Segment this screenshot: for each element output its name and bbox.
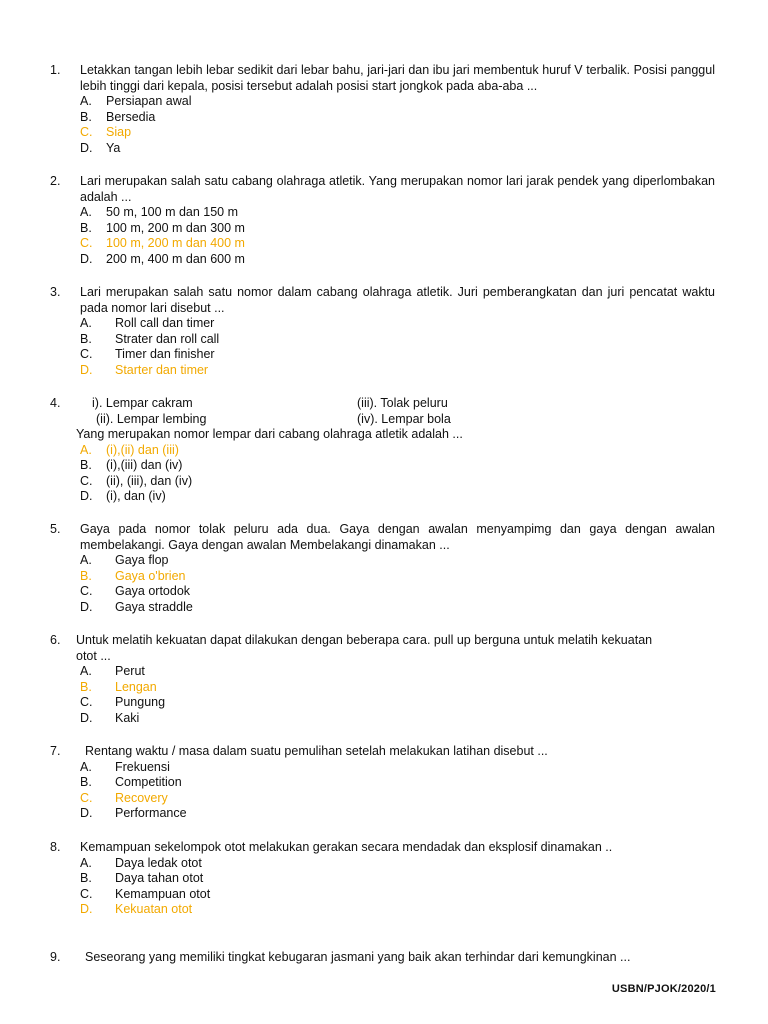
statement-i: i). Lempar cakram <box>92 396 193 410</box>
option-b-correct: B. Lengan <box>80 679 157 694</box>
option-a: A. Daya ledak otot <box>80 855 202 870</box>
option-a: A. Persiapan awal <box>80 94 192 109</box>
option-d: D. Gaya straddle <box>80 599 193 614</box>
option-b: B. Bersedia <box>80 109 156 124</box>
option-a-correct: A. (i),(ii) dan (iii) <box>80 442 179 457</box>
statement-iii: (iii). Tolak peluru <box>357 396 448 410</box>
statement-iv: (iv). Lempar bola <box>357 412 451 426</box>
option-d: D. Kaki <box>80 710 140 725</box>
option-a: A. 50 m, 100 m dan 150 m <box>80 205 239 220</box>
question-stem: Lari merupakan salah satu nomor dalam cabang olahraga atletik. Juri pemberangkatan dan juri pencatat waktu pada nomor lari disebut ... <box>80 285 715 315</box>
option-b: B. (i),(iii) dan (iv) <box>80 458 183 473</box>
option-c: C. Gaya ortodok <box>80 584 191 599</box>
question-number: 8. <box>50 840 61 854</box>
document-code-footer: USBN/PJOK/2020/1 <box>611 983 716 995</box>
question-3 <box>50 285 715 379</box>
options-list <box>80 94 715 156</box>
option-d: D. (i), dan (iv) <box>80 489 166 504</box>
options-list <box>80 664 715 726</box>
question-stem: Untuk melatih kekuatan dapat dilakukan dengan beberapa cara. pull up berguna untuk melatih kekuatan otot ... <box>76 633 653 663</box>
option-b: B. Daya tahan otot <box>80 871 204 886</box>
question-1 <box>50 63 715 157</box>
option-b: B. Strater dan roll call <box>80 331 220 346</box>
options-list <box>80 205 715 267</box>
question-4 <box>50 396 715 505</box>
question-number: 9. <box>50 950 61 964</box>
option-c-correct: C. 100 m, 200 m dan 400 m <box>80 236 245 251</box>
question-stem: Rentang waktu / masa dalam suatu pemulihan setelah melakukan latihan disebut ... <box>85 744 548 758</box>
question-number: 5. <box>50 522 61 536</box>
option-d: D. Performance <box>80 806 187 821</box>
option-a: A. Perut <box>80 664 145 679</box>
options-list <box>80 443 715 505</box>
question-stem: Gaya pada nomor tolak peluru ada dua. Gaya dengan awalan menyampimg dan gaya dengan awalan membelakangi. Gaya dengan awalan Membelakangi dinamakan ... <box>80 522 715 552</box>
question-number: 3. <box>50 285 61 299</box>
question-number: 2. <box>50 174 61 188</box>
question-2 <box>50 174 715 268</box>
statement-ii: (ii). Lempar lembing <box>96 412 207 426</box>
option-a: A. Roll call dan timer <box>80 316 215 331</box>
option-a: A. Frekuensi <box>80 759 170 774</box>
options-list <box>80 316 715 378</box>
option-c-correct: C. Siap <box>80 125 132 140</box>
question-stem: Letakkan tangan lebih lebar sedikit dari lebar bahu, jari-jari dan ibu jari membentuk huruf V terbalik. Posisi panggul lebih tinggi dari kepala, posisi tersebut adalah posisi start jongkok pada aba-aba ... <box>80 63 715 93</box>
option-d: D. Ya <box>80 140 121 155</box>
question-8 <box>50 840 715 918</box>
question-number: 6. <box>50 633 61 647</box>
option-c: C. Timer dan finisher <box>80 347 215 362</box>
question-number: 4. <box>50 396 61 410</box>
option-b-correct: B. Gaya o'brien <box>80 568 186 583</box>
question-5 <box>50 522 715 616</box>
question-stem: Kemampuan sekelompok otot melakukan gerakan secara mendadak dan eksplosif dinamakan .. <box>80 840 613 854</box>
option-b: B. 100 m, 200 m dan 300 m <box>80 220 245 235</box>
question-number: 1. <box>50 63 61 77</box>
question-stem: Lari merupakan salah satu cabang olahraga atletik. Yang merupakan nomor lari jarak pendek yang diperlombakan adalah ... <box>80 174 715 204</box>
options-list <box>80 553 715 615</box>
question-7 <box>50 744 715 822</box>
options-list <box>80 856 715 918</box>
question-stem: Seseorang yang memiliki tingkat kebugaran jasmani yang baik akan terhindar dari kemungkinan ... <box>85 950 631 964</box>
option-d: D. 200 m, 400 m dan 600 m <box>80 251 245 266</box>
option-d-correct: D. Starter dan timer <box>80 362 209 377</box>
option-c: C. Pungung <box>80 695 166 710</box>
option-c: C. (ii), (iii), dan (iv) <box>80 473 193 488</box>
statement-list <box>80 396 715 427</box>
question-stem: Yang merupakan nomor lempar dari cabang olahraga atletik adalah ... <box>76 427 463 441</box>
question-6 <box>50 633 715 727</box>
option-c-correct: C. Recovery <box>80 790 168 805</box>
option-b: B. Competition <box>80 775 182 790</box>
option-d-correct: D. Kekuatan otot <box>80 902 193 917</box>
question-9 <box>50 950 715 966</box>
option-a: A. Gaya flop <box>80 553 169 568</box>
options-list <box>80 760 715 822</box>
question-number: 7. <box>50 744 61 758</box>
option-c: C. Kemampuan otot <box>80 886 211 901</box>
